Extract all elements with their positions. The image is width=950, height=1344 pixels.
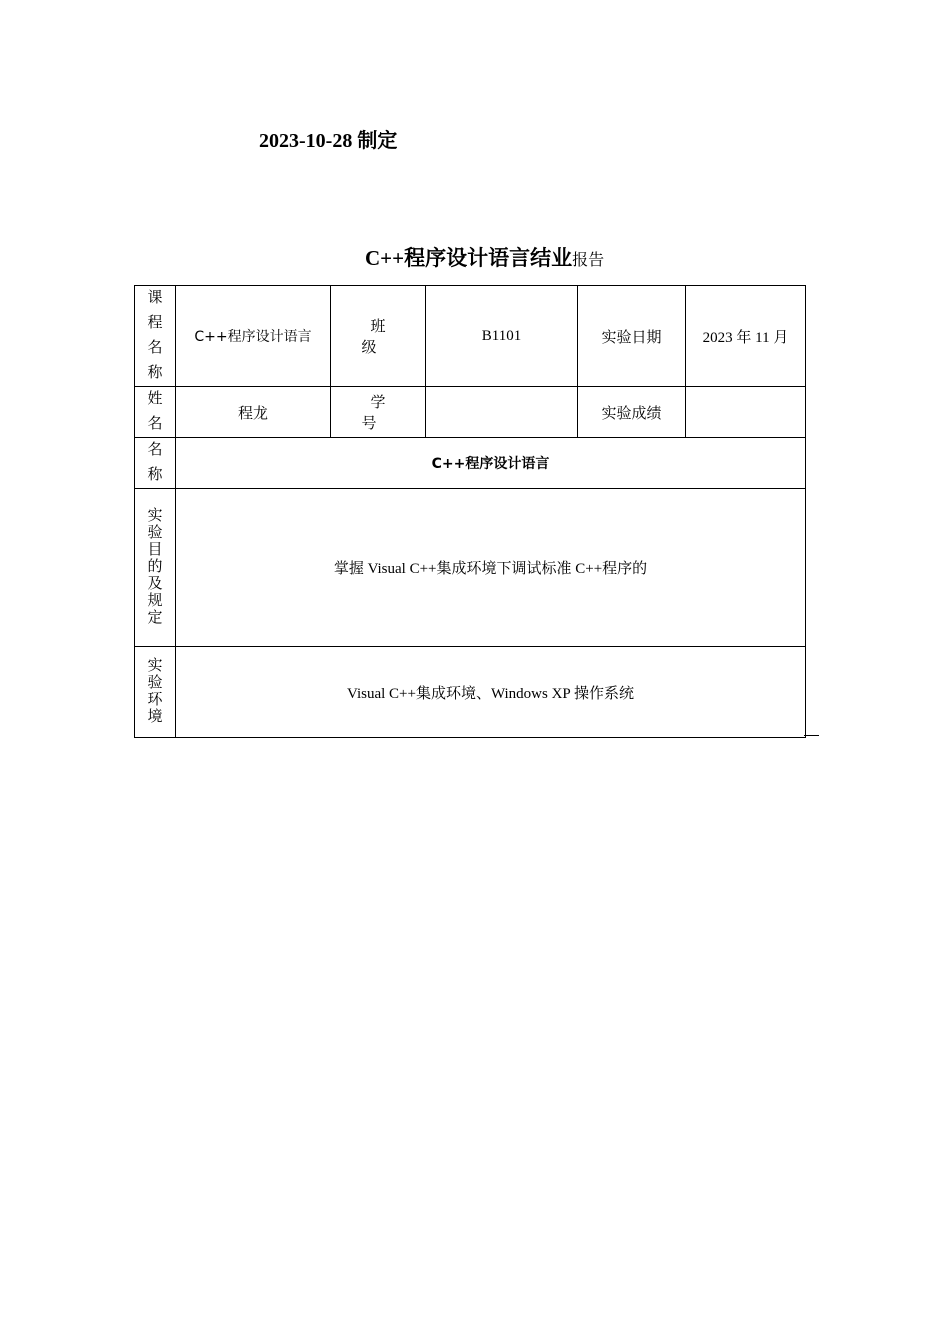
id-label-cell: [331, 387, 426, 438]
course-label: 课程名称: [147, 290, 163, 381]
name-label: 姓名: [147, 391, 163, 432]
title-label-cell: [135, 438, 176, 489]
env-label-cell: [135, 647, 176, 738]
score-label: 实验成绩: [601, 405, 662, 422]
class-label: 班 级: [361, 319, 404, 356]
title-label: 名称: [147, 442, 163, 483]
class-value-cell: [426, 286, 578, 387]
score-label-cell: [578, 387, 686, 438]
purpose-value-cell: [176, 489, 806, 647]
score-value-cell: [686, 387, 806, 438]
report-title-suffix: 报告: [572, 252, 605, 269]
table-tail-line: [804, 735, 819, 736]
document-date: 2023-10-28 制定: [259, 130, 398, 152]
env-label: 实验环境: [147, 658, 163, 725]
report-table: [134, 285, 806, 738]
date-value: 2023 年 11 月: [702, 329, 789, 346]
report-title-main: C++程序设计语言结业: [365, 246, 573, 270]
course-value-cell: [176, 286, 331, 387]
course-label-cell: [135, 286, 176, 387]
table-row: [135, 438, 806, 489]
course-value: C++程序设计语言: [194, 329, 312, 345]
purpose-label: 实验目的及规定: [147, 508, 163, 626]
table-row: [135, 647, 806, 738]
id-label: 学 号: [361, 395, 404, 432]
name-value: 程龙: [237, 405, 268, 422]
purpose-value: 掌握 Visual C++集成环境下调试标准 C++程序的: [333, 561, 648, 577]
id-value-cell: [426, 387, 578, 438]
report-title: [365, 242, 604, 272]
table-row: [135, 286, 806, 387]
date-value-cell: [686, 286, 806, 387]
name-label-cell: [135, 387, 176, 438]
date-label-cell: [578, 286, 686, 387]
table-row: [135, 489, 806, 647]
class-label-cell: [331, 286, 426, 387]
env-value: Visual C++集成环境、Windows XP 操作系统: [347, 685, 634, 702]
date-label: 实验日期: [601, 329, 662, 346]
class-value: B1101: [481, 327, 522, 344]
name-value-cell: [176, 387, 331, 438]
title-value-cell: [176, 438, 806, 489]
table-row: [135, 387, 806, 438]
purpose-label-cell: [135, 489, 176, 647]
title-value: C++程序设计语言: [431, 456, 550, 472]
env-value-cell: [176, 647, 806, 738]
